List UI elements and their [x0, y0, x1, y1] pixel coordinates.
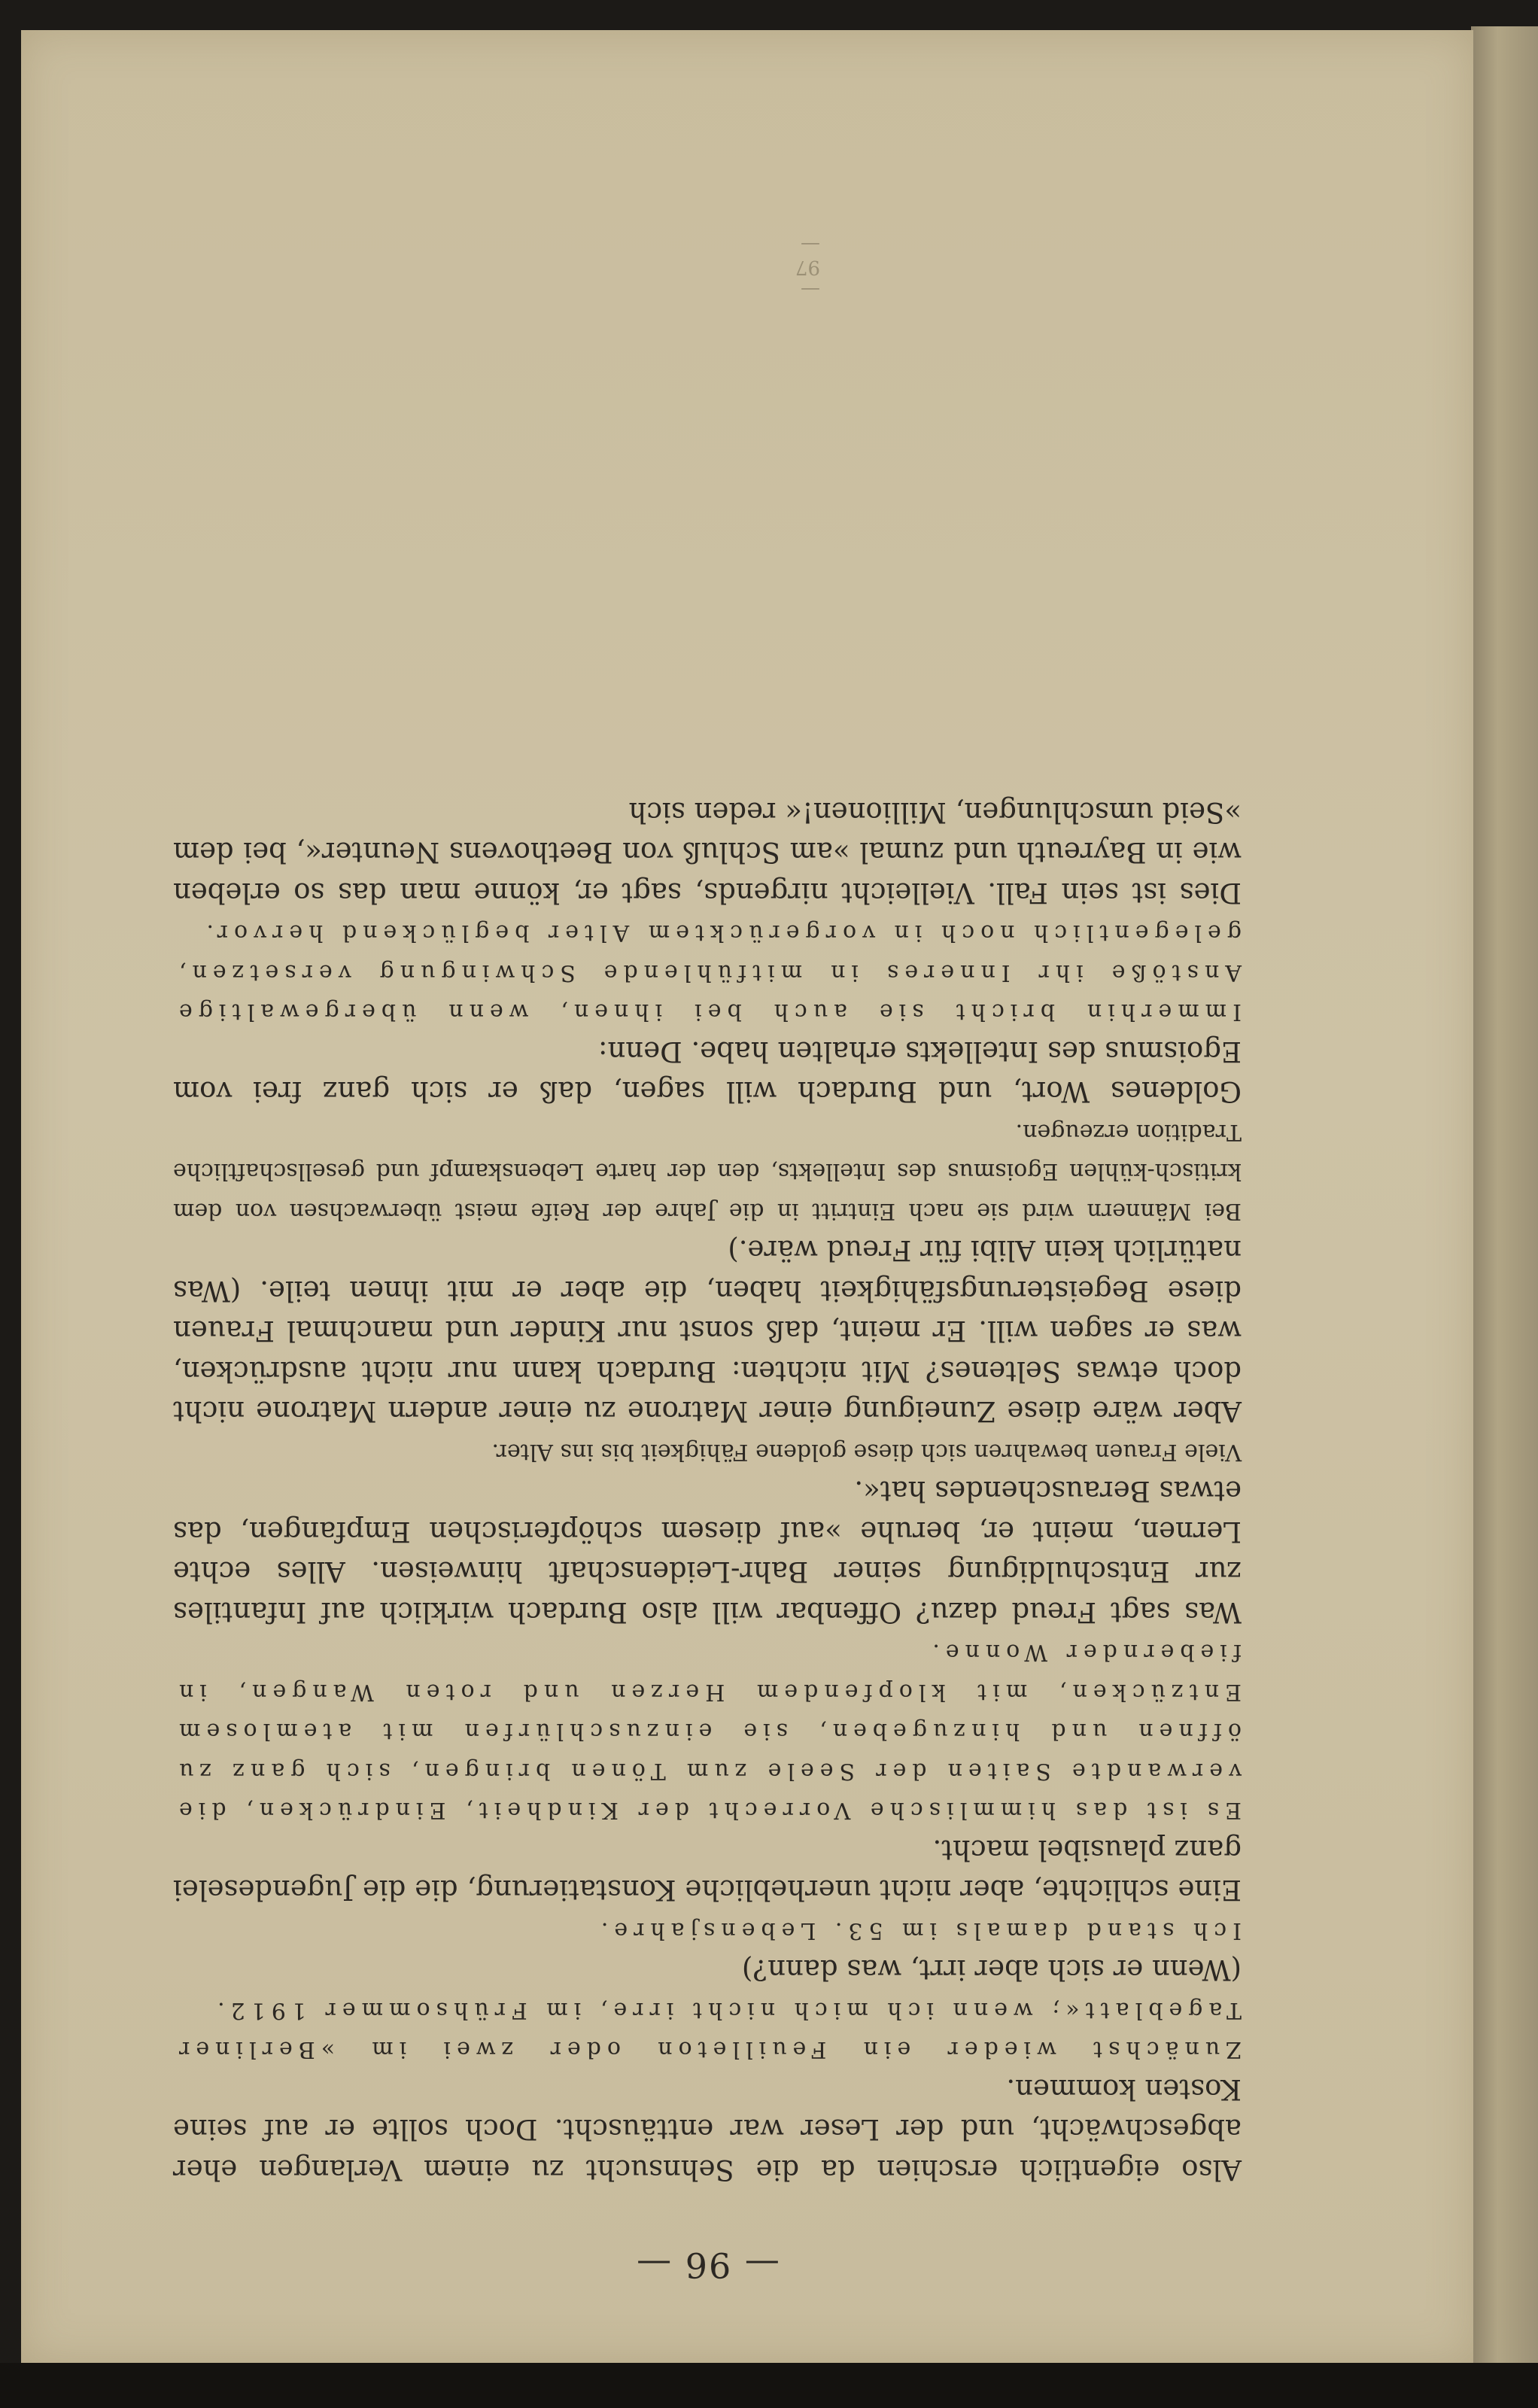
paragraph-1: Also eigentlich erschien da die Sehnsucht zu einem Verlangen eher abgeschwächt, und der Leser war enttäuscht. Doch sollte er auf seine Kosten kommen.: [173, 2073, 1242, 2186]
paragraph-8-quote: Viele Frauen bewahren sich diese goldene Fähigkeit bis ins Alter.: [491, 1439, 1242, 1465]
paragraph-3: (Wenn er sich aber irrt, was dann?): [741, 1953, 1242, 1987]
paragraph-12-quote: Immerhin bricht sie auch bei ihnen, wenn übergewaltige Anstöße ihr Inneres in mitfühlende Schwingung versetzen, gelegentlich noch in vorgerücktem Alter beglückend hervor.: [173, 920, 1242, 1026]
paragraph-9: Aber wäre diese Zuneigung einer Matrone zu einer andern Matrone nicht doch etwas Seltenes? Mit nichten: Burdach kann nur nicht ausdrücken, was er sagen will. Er meint, daß sonst nur Kinder und manchmal Frauen diese Begeisterungsfähigkeit haben, die aber er mit ihnen teile. (Was natürlich kein Alibi für Freud wäre.): [173, 1234, 1242, 1428]
paragraph-13: Dies ist sein Fall. Vielleicht nirgends, sagt er, könne man das so erleben wie in Bayreuth und zumal »am Schluß von Beethovens Neunter«, bei dem »Seid umschlungen, Millionen!« reden sich: [173, 796, 1242, 909]
paragraph-6-quote: Es ist das himmlische Vorrecht der Kindheit, Eindrücken, die verwandte Saiten der Seele zum Tönen bringen, sich ganz zu öffnen und hinzugeben, sie einzuschlürfen mit atemlosem Entzücken, mit klopfendem Herzen und roten Wangen, in fiebernder Wonne.: [173, 1639, 1242, 1824]
paragraph-2-quote: Zunächst wieder ein Feuilleton oder zwei im »Berliner Tageblatt«; wenn ich mich nicht irre, im Frühsommer 1912.: [173, 1997, 1242, 2063]
page-number: — 96 —: [635, 2245, 780, 2285]
paragraph-5: Eine schlichte, aber nicht unerhebliche Konstatierung, die die Jugendeselei ganz plausibel macht.: [173, 1834, 1242, 1907]
page-text-rotated: [173, 226, 1242, 2288]
paragraph-7: Was sagt Freud dazu? Offenbar will also Burdach wirklich auf Infantiles zur Entschuldigung seiner Bahr-Leidenschaft hinweisen. Alles echte Lernen, meint er, beruhe »auf diesem schöpferischen Empfangen, das etwas Berauschendes hat«.: [173, 1475, 1242, 1628]
scanner-bottom-edge: [0, 2363, 1538, 2408]
paragraph-11: Goldenes Wort, und Burdach will sagen, daß er sich ganz frei vom Egoismus des Intellekts erhalten habe. Denn:: [173, 1035, 1242, 1108]
paragraph-4-quote: Ich stand damals im 53. Lebensjahre.: [594, 1917, 1242, 1944]
paragraph-10-quote: Bei Männern wird sie nach Eintritt in die Jahre der Reife meist überwachsen von dem kritisch-kühlen Egoismus des Intellekts, den der harte Lebenskampf und gesellschaftliche Tradition erzeugen.: [173, 1119, 1242, 1224]
book-spine-edge: [1471, 26, 1538, 2408]
bleed-through-page-number: — 97 —: [795, 233, 820, 301]
